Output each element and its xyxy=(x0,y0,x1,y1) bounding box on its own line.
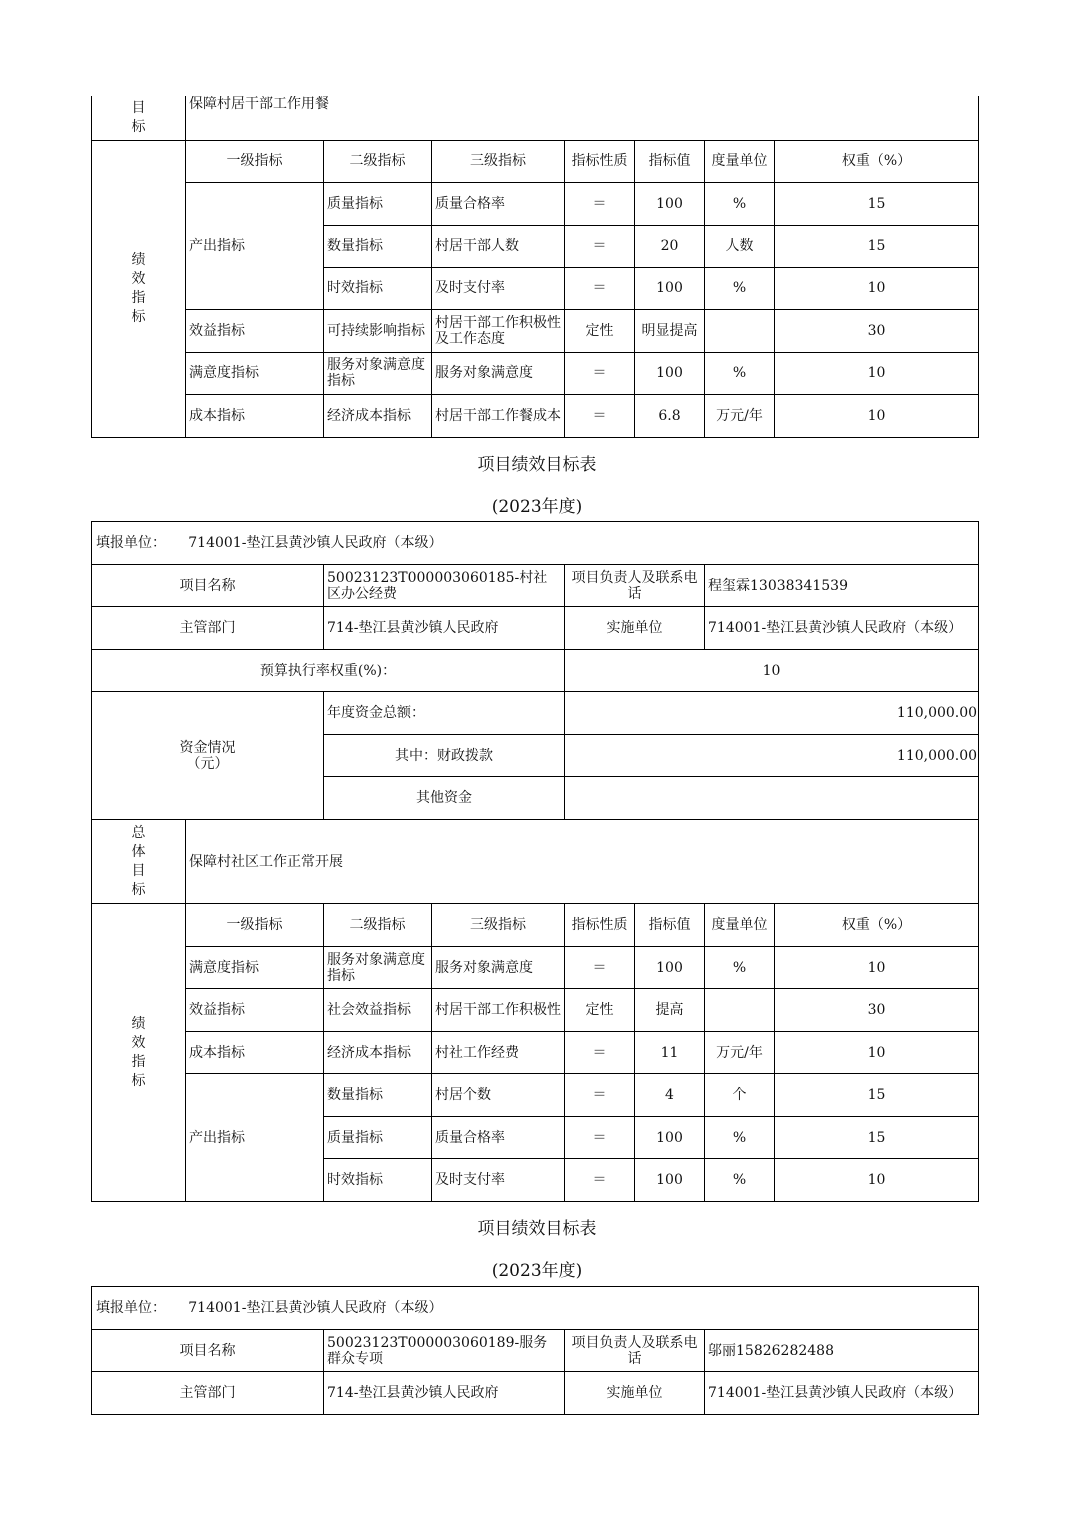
nature-cell: ＝ xyxy=(565,225,635,267)
budget-rate-label: 预算执行率权重(%)： xyxy=(92,650,565,692)
level3-cell: 村居干部工作积极性及工作态度 xyxy=(432,309,565,352)
dept-label: 主管部门 xyxy=(92,607,324,650)
report-unit-value: 714001-垫江县黄沙镇人民政府（本级） xyxy=(188,1300,443,1316)
value-cell: 100 xyxy=(635,182,705,225)
unit-cell: % xyxy=(705,947,775,989)
nature-cell: ＝ xyxy=(565,1159,635,1202)
unit-cell: % xyxy=(705,267,775,309)
level3-cell: 服务对象满意度 xyxy=(432,947,565,989)
budget-rate-value: 10 xyxy=(565,650,979,692)
nature-cell: ＝ xyxy=(565,1032,635,1074)
header-level1: 一级指标 xyxy=(186,904,324,947)
level2-cell: 质量指标 xyxy=(324,1117,432,1159)
nature-cell: ＝ xyxy=(565,182,635,225)
perf-label: 绩效指标 xyxy=(92,904,186,1202)
impl-value: 714001-垫江县黄沙镇人民政府（本级） xyxy=(705,1372,979,1415)
header-nature: 指标性质 xyxy=(565,140,635,182)
dept-label: 主管部门 xyxy=(92,1372,324,1415)
unit-cell: % xyxy=(705,1117,775,1159)
level3-cell: 村居个数 xyxy=(432,1074,565,1117)
project-name-label: 项目名称 xyxy=(92,565,324,607)
unit-cell: % xyxy=(705,1159,775,1202)
weight-cell: 10 xyxy=(775,267,979,309)
header-level1: 一级指标 xyxy=(186,140,324,182)
annual-total-value: 110,000.00 xyxy=(565,692,979,735)
header-weight: 权重（%） xyxy=(775,904,979,947)
nature-cell: ＝ xyxy=(565,947,635,989)
annual-total-label: 年度资金总额： xyxy=(324,692,565,735)
unit-cell: % xyxy=(705,352,775,394)
level2-cell: 数量指标 xyxy=(324,225,432,267)
nature-cell: ＝ xyxy=(565,352,635,394)
manager-label: 项目负责人及联系电话 xyxy=(565,565,705,607)
perf-table-3 xyxy=(91,1286,979,1415)
unit-cell xyxy=(705,309,775,352)
value-cell: 100 xyxy=(635,947,705,989)
dept-value: 714-垫江县黄沙镇人民政府 xyxy=(324,1372,565,1415)
perf-table-2 xyxy=(91,521,979,1202)
report-unit-value: 714001-垫江县黄沙镇人民政府（本级） xyxy=(188,535,443,551)
level3-cell: 质量合格率 xyxy=(432,182,565,225)
fiscal-value: 110,000.00 xyxy=(565,735,979,777)
level2-cell: 质量指标 xyxy=(324,182,432,225)
table-title: 项目绩效目标表 xyxy=(477,455,597,475)
manager-value: 邬丽15826282488 xyxy=(705,1330,979,1372)
unit-cell xyxy=(705,989,775,1032)
value-cell: 6.8 xyxy=(635,394,705,437)
level1-cell: 产出指标 xyxy=(186,1074,324,1202)
perf-table-1 xyxy=(91,96,979,438)
value-cell: 4 xyxy=(635,1074,705,1117)
level1-cell: 满意度指标 xyxy=(186,947,324,989)
level3-cell: 及时支付率 xyxy=(432,1159,565,1202)
impl-label: 实施单位 xyxy=(565,1372,705,1415)
weight-cell: 10 xyxy=(775,1032,979,1074)
perf-label: 绩效指标 xyxy=(92,140,186,437)
level2-cell: 数量指标 xyxy=(324,1074,432,1117)
unit-cell: 个 xyxy=(705,1074,775,1117)
header-weight: 权重（%） xyxy=(775,140,979,182)
level2-cell: 经济成本指标 xyxy=(324,394,432,437)
level3-cell: 质量合格率 xyxy=(432,1117,565,1159)
level2-cell: 服务对象满意度指标 xyxy=(324,352,432,394)
header-unit: 度量单位 xyxy=(705,904,775,947)
dept-value: 714-垫江县黄沙镇人民政府 xyxy=(324,607,565,650)
funds-label: 资金情况（元） xyxy=(92,692,324,820)
project-name-value: 50023123T000003060189-服务群众专项 xyxy=(324,1330,565,1372)
level2-cell: 时效指标 xyxy=(324,267,432,309)
level3-cell: 村居干部工作餐成本 xyxy=(432,394,565,437)
manager-value: 程玺霖13038341539 xyxy=(705,565,979,607)
value-cell: 100 xyxy=(635,1159,705,1202)
nature-cell: ＝ xyxy=(565,267,635,309)
table-row xyxy=(92,182,979,225)
level1-cell: 效益指标 xyxy=(186,309,324,352)
level2-cell: 社会效益指标 xyxy=(324,989,432,1032)
table-row xyxy=(92,1032,979,1074)
table-title: 项目绩效目标表 xyxy=(477,1219,597,1239)
other-funds-label: 其他资金 xyxy=(324,777,565,820)
nature-cell: ＝ xyxy=(565,394,635,437)
unit-cell: 人数 xyxy=(705,225,775,267)
level1-cell: 满意度指标 xyxy=(186,352,324,394)
table-row xyxy=(92,309,979,352)
header-level2: 二级指标 xyxy=(324,904,432,947)
level3-cell: 服务对象满意度 xyxy=(432,352,565,394)
value-cell: 20 xyxy=(635,225,705,267)
value-cell: 100 xyxy=(635,352,705,394)
nature-cell: 定性 xyxy=(565,989,635,1032)
level2-cell: 服务对象满意度指标 xyxy=(324,947,432,989)
goal-text: 保障村社区工作正常开展 xyxy=(186,820,979,904)
value-cell: 明显提高 xyxy=(635,309,705,352)
level3-cell: 村社工作经费 xyxy=(432,1032,565,1074)
weight-cell: 10 xyxy=(775,947,979,989)
value-cell: 11 xyxy=(635,1032,705,1074)
table-row xyxy=(92,394,979,437)
report-unit-row xyxy=(92,522,979,565)
level3-cell: 村居干部工作积极性 xyxy=(432,989,565,1032)
value-cell: 100 xyxy=(635,1117,705,1159)
unit-cell: 万元/年 xyxy=(705,1032,775,1074)
value-cell: 提高 xyxy=(635,989,705,1032)
weight-cell: 10 xyxy=(775,352,979,394)
level2-cell: 可持续影响指标 xyxy=(324,309,432,352)
unit-cell: % xyxy=(705,182,775,225)
header-value: 指标值 xyxy=(635,904,705,947)
header-level2: 二级指标 xyxy=(324,140,432,182)
goal-label-partial: 目标 xyxy=(92,96,186,140)
header-nature: 指标性质 xyxy=(565,904,635,947)
weight-cell: 30 xyxy=(775,989,979,1032)
impl-value: 714001-垫江县黄沙镇人民政府（本级） xyxy=(705,607,979,650)
level1-cell: 产出指标 xyxy=(186,182,324,309)
nature-cell: ＝ xyxy=(565,1117,635,1159)
level1-cell: 成本指标 xyxy=(186,1032,324,1074)
table-year: (2023年度) xyxy=(491,497,583,517)
value-cell: 100 xyxy=(635,267,705,309)
level1-cell: 成本指标 xyxy=(186,394,324,437)
goal-text: 保障村居干部工作用餐 xyxy=(186,96,979,140)
weight-cell: 15 xyxy=(775,182,979,225)
table-row xyxy=(92,1074,979,1117)
project-name-label: 项目名称 xyxy=(92,1330,324,1372)
level1-cell: 效益指标 xyxy=(186,989,324,1032)
level2-cell: 时效指标 xyxy=(324,1159,432,1202)
fiscal-label: 其中：财政拨款 xyxy=(324,735,565,777)
header-unit: 度量单位 xyxy=(705,140,775,182)
level2-cell: 经济成本指标 xyxy=(324,1032,432,1074)
header-value: 指标值 xyxy=(635,140,705,182)
weight-cell: 15 xyxy=(775,1074,979,1117)
weight-cell: 10 xyxy=(775,394,979,437)
weight-cell: 15 xyxy=(775,225,979,267)
weight-cell: 15 xyxy=(775,1117,979,1159)
header-level3: 三级指标 xyxy=(432,904,565,947)
table-year: (2023年度) xyxy=(491,1261,583,1281)
report-unit-label: 填报单位： xyxy=(96,535,166,551)
report-unit-row xyxy=(92,1287,979,1330)
goal-label: 总体目标 xyxy=(92,820,186,904)
project-name-value: 50023123T000003060185-村社区办公经费 xyxy=(324,565,565,607)
nature-cell: 定性 xyxy=(565,309,635,352)
impl-label: 实施单位 xyxy=(565,607,705,650)
level3-cell: 村居干部人数 xyxy=(432,225,565,267)
table-row xyxy=(92,352,979,394)
weight-cell: 30 xyxy=(775,309,979,352)
unit-cell: 万元/年 xyxy=(705,394,775,437)
weight-cell: 10 xyxy=(775,1159,979,1202)
table-row xyxy=(92,947,979,989)
nature-cell: ＝ xyxy=(565,1074,635,1117)
report-unit-label: 填报单位： xyxy=(96,1300,166,1316)
other-funds-value xyxy=(565,777,979,820)
header-level3: 三级指标 xyxy=(432,140,565,182)
level3-cell: 及时支付率 xyxy=(432,267,565,309)
manager-label: 项目负责人及联系电话 xyxy=(565,1330,705,1372)
table-row xyxy=(92,989,979,1032)
